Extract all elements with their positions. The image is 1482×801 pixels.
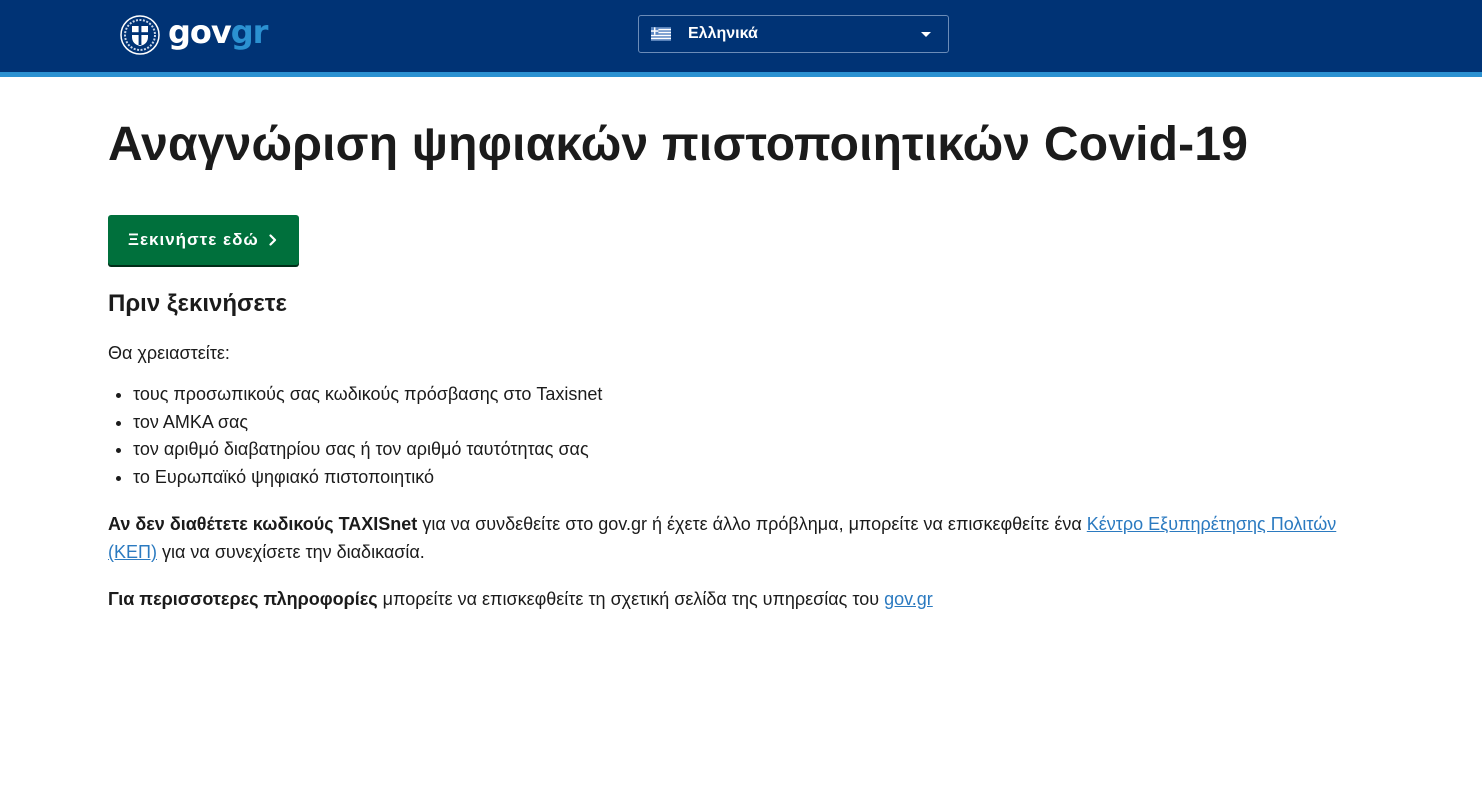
- list-item: • το Ευρωπαϊκό ψηφιακό πιστοποιητικό: [133, 464, 1368, 492]
- requirements-intro: Θα χρειαστείτε:: [108, 343, 230, 363]
- greek-emblem-icon: [120, 15, 160, 55]
- requirements-list: [108, 381, 1368, 491]
- before-you-start-heading: Πριν ξεκινήσετε: [108, 290, 287, 317]
- list-item: • τον αριθμό διαβατηρίου σας ή τον αριθμό ταυτότητας σας: [133, 436, 1368, 464]
- start-button-label: Ξεκινήστε εδώ: [128, 230, 259, 249]
- site-header: [0, 0, 1482, 77]
- more-info-paragraph: [108, 585, 1368, 613]
- list-item: • τους προσωπικούς σας κωδικούς πρόσβασης στο Taxisnet: [133, 381, 1368, 409]
- chevron-right-icon: [269, 234, 277, 246]
- no-codes-paragraph: [108, 510, 1368, 566]
- kep-link[interactable]: Κέντρο Εξυπηρέτησης Πολιτών (ΚΕΠ): [108, 514, 1337, 562]
- chevron-down-icon: [921, 32, 931, 37]
- list-item: • τον ΑΜΚΑ σας: [133, 409, 1368, 437]
- no-codes-text-end: για να συνεχίσετε την διαδικασία.: [157, 542, 425, 562]
- no-codes-text: για να συνδεθείτε στο gov.gr ή έχετε άλλο πρόβλημα, μπορείτε να επισκεφθείτε ένα: [417, 514, 1087, 534]
- start-button[interactable]: [108, 215, 299, 265]
- more-info-text: μπορείτε να επισκεφθείτε τη σχετική σελίδα της υπηρεσίας του: [377, 589, 885, 609]
- govgr-logo-link[interactable]: [120, 14, 267, 56]
- language-select[interactable]: [638, 15, 949, 53]
- main-content: [108, 77, 1368, 613]
- govgr-wordmark: govgr: [168, 13, 268, 51]
- greek-flag-icon: [651, 27, 671, 41]
- page-title: Αναγνώριση ψηφιακών πιστοποιητικών Covid-19: [108, 118, 1249, 171]
- language-selected-label: Ελληνικά: [688, 25, 758, 42]
- more-info-bold: Για περισσοτερες πληροφορίες: [108, 589, 378, 609]
- govgr-link[interactable]: gov.gr: [884, 589, 933, 609]
- no-codes-bold: Αν δεν διαθέτετε κωδικούς TAXISnet: [108, 514, 418, 534]
